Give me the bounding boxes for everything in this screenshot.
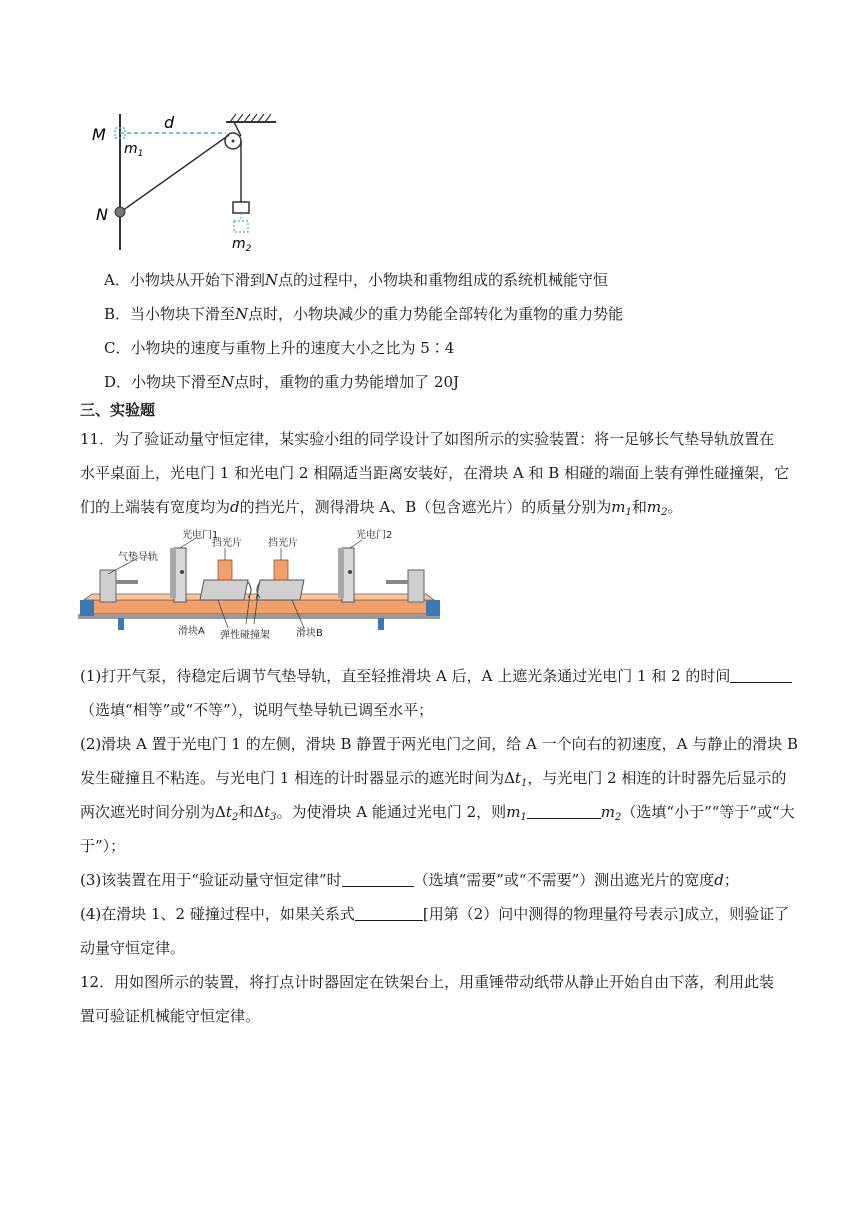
q11-part2-line1: (2)滑块 A 置于光电门 1 的左侧，滑块 B 静置于两光电门之间，给 A 一个向右的初速度，A 与静止的滑块 B (80, 735, 799, 753)
label-m1: $m_1$ (124, 141, 144, 159)
q11-line3: 们的上端装有宽度均为d的挡光片，测得滑块 A、B（包含遮光片）的质量分别为$m_1$和$m_2$。 (80, 498, 683, 518)
option-c: C．小物块的速度与重物上升的速度大小之比为 5∶4 (104, 339, 455, 357)
option-a: A．小物块从开始下滑到N点的过程中，小物块和重物组成的系统机械能守恒 (104, 271, 608, 289)
label-gate1: 光电门1 (182, 530, 219, 541)
q11-part1-line2: （选填“相等”或“不等”），说明气垫导轨已调至水平； (80, 701, 434, 719)
section-heading: 三、实验题 (80, 401, 156, 419)
answer-blank-3[interactable] (342, 871, 414, 887)
air-track-diagram (78, 528, 448, 640)
answer-blank-1[interactable] (730, 667, 792, 683)
option-d: D．小物块下滑至N点时，重物的重力势能增加了 20J (104, 373, 460, 391)
label-d: d (164, 113, 175, 132)
label-gate2: 光电门2 (356, 530, 393, 541)
q11-line1: 11．为了验证动量守恒定律，某实验小组的同学设计了如图所示的实验装置：将一足够长气垫导轨放置在 (80, 430, 775, 448)
label-M: M (92, 125, 106, 144)
label-air-track: 气垫导轨 (118, 552, 158, 563)
label-m2: $m_2$ (232, 236, 252, 254)
label-N: N (96, 205, 108, 224)
label-bumper: 弹性碰撞架 (220, 630, 270, 640)
q12-line1: 12．用如图所示的装置，将打点计时器固定在铁架台上，用重锤带动纸带从静止开始自由下落，利用此装 (80, 973, 775, 991)
pulley-diagram (86, 108, 286, 258)
q11-part1-line1: (1)打开气泵，待稳定后调节气垫导轨，直至轻推滑块 A 后，A 上遮光条通过光电门 1 和 2 的时间 (80, 666, 792, 686)
label-slider-b: 滑块B (296, 628, 323, 639)
q11-part4-line1: (4)在滑块 1、2 碰撞过程中，如果关系式 [用第（2）问中测得的物理量符号表示]成立，则验证了 (80, 905, 790, 923)
q11-part2-line2: 发生碰撞且不粘连。与光电门 1 相连的计时器显示的遮光时间为$\Delta t_1$，与光电门 2 相连的计时器先后显示的 (80, 769, 787, 789)
q11-line2: 水平桌面上，光电门 1 和光电门 2 相隔适当距离安装好，在滑块 A 和 B 相碰的端面上装有弹性碰撞架，它 (80, 464, 790, 482)
q11-part2-line3: 两次遮光时间分别为$\Delta t_2$和$\Delta t_3$。为使滑块 A 能通过光电门 2，则$m_1$ $m_2$（选填“小于”“等于”或“大 (80, 803, 795, 823)
label-slider-a: 滑块A (178, 626, 205, 637)
q12-line2: 置可验证机械能守恒定律。 (80, 1007, 261, 1025)
label-shade2: 挡光片 (268, 538, 298, 549)
q11-part3: (3)该装置在用于“验证动量守恒定律”时 （选填“需要”或“不需要”）测出遮光片的宽度d； (80, 871, 739, 889)
label-shade1: 挡光片 (212, 538, 242, 549)
q11-part2-line4: 于”）； (80, 837, 126, 855)
option-b: B．当小物块下滑至N点时，小物块减少的重力势能全部转化为重物的重力势能 (104, 305, 624, 323)
answer-blank-4[interactable] (355, 905, 423, 921)
q11-part4-line2: 动量守恒定律。 (80, 939, 186, 957)
answer-blank-2[interactable] (527, 803, 601, 819)
